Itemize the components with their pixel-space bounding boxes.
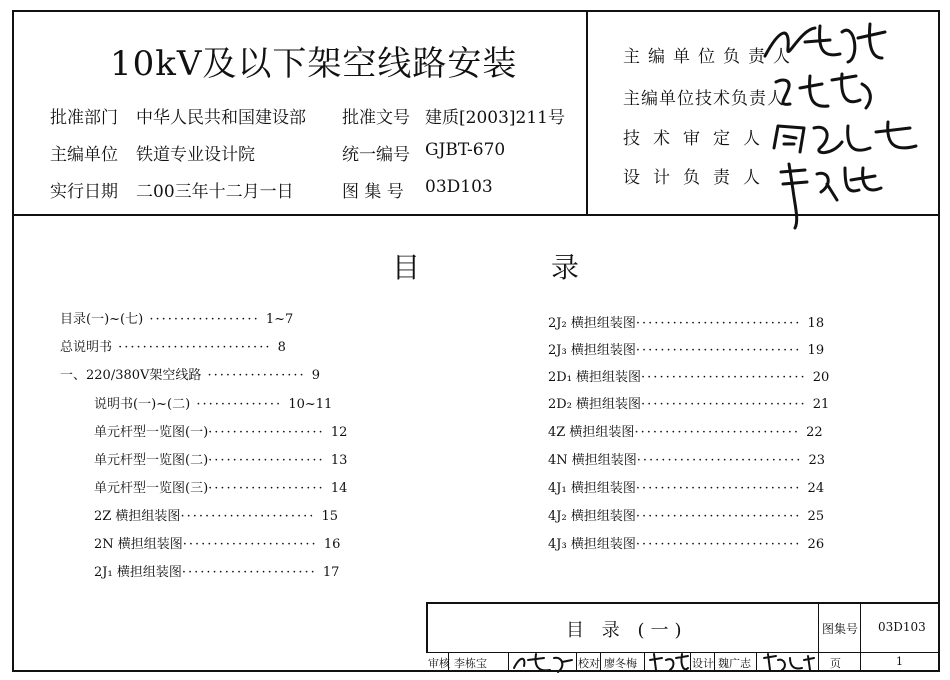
effective-date: 二00三年十二月一日 [136,182,294,202]
reviewer-signature [510,652,574,674]
toc-right-entry[interactable]: 2D₁ 横担组装图··························· 20 [548,370,830,385]
title-block [426,602,940,672]
sheet-title: 目 录 (一) [566,620,688,641]
title-block-vline [690,652,691,672]
checker-signature [646,652,690,674]
chief-unit: 铁道专业设计院 [136,145,255,165]
toc-left-entry[interactable]: 单元杆型一览图(一)··················· 12 [94,425,348,440]
design-label: 设计 [692,657,714,670]
checker-name: 廖冬梅 [604,657,637,670]
atlas-no: 03D103 [425,177,493,197]
title-block-vline [714,652,715,672]
toc-left-entry[interactable]: 目录(一)~(七) ·················· 1~7 [60,312,294,327]
reviewer-name: 李栋宝 [454,657,487,670]
toc-left-entry[interactable]: 单元杆型一览图(二)··················· 13 [94,453,348,468]
title-block-vline [644,652,645,672]
contents-heading-right: 录 [551,251,580,284]
toc-left-entry[interactable]: 一、220/380V架空线路 ················ 9 [60,368,321,383]
approval-dept: 中华人民共和国建设部 [136,108,306,128]
toc-right-entry[interactable]: 4J₁ 横担组装图··························· 24 [548,481,825,496]
title-block-vline [756,652,757,672]
title-block-vline [576,652,577,672]
role-chief-unit-tech-head: 主编单位技术负责人 [623,89,785,109]
toc-left-entry[interactable]: 2J₁ 横担组装图······················ 17 [94,565,340,580]
effective-date-label: 实行日期 [50,182,118,202]
toc-right-entry[interactable]: 2J₂ 横担组装图··························· 18 [548,316,825,331]
toc-right-entry[interactable]: 4Z 横担组装图··························· 22 [548,425,823,440]
toc-left-entry[interactable]: 2Z 横担组装图······················ 15 [94,509,339,524]
contents-heading-left: 目 [392,251,421,284]
unified-no: GJBT-670 [425,140,506,160]
role-design-head: 设计负责人 [623,168,773,188]
title-block-vline [508,652,509,672]
signature-technical-approver [770,118,920,162]
page-label: 页 [830,657,841,670]
toc-left-entry[interactable]: 单元杆型一览图(三)··················· 14 [94,481,348,496]
approval-dept-label: 批准部门 [50,108,118,128]
toc-right-entry[interactable]: 4N 横担组装图··························· 23 [548,453,826,468]
title-block-vline [600,652,601,672]
toc-right-entry[interactable]: 2J₃ 横担组装图··························· 19 [548,343,825,358]
review-label: 审核 [428,657,450,670]
toc-left-entry[interactable]: 说明书(一)~(二) ·············· 10~11 [94,397,333,412]
approval-doc: 建质[2003]211号 [425,108,565,128]
signature-design-head [775,160,890,230]
check-label: 校对 [578,657,600,670]
atlas-no-label: 图 集 号 [342,182,404,202]
toc-right-entry[interactable]: 2D₂ 横担组装图··························· 21 [548,397,830,412]
chief-unit-label: 主编单位 [50,145,118,165]
title-block-vline [818,602,819,672]
toc-right-entry[interactable]: 4J₃ 横担组装图··························· 26 [548,537,825,552]
title-block-vline [860,602,861,672]
toc-left-entry[interactable]: 2N 横担组装图······················ 16 [94,537,341,552]
signature-chief-unit-head [760,18,890,66]
toc-right-entry[interactable]: 4J₂ 横担组装图··························· 25 [548,509,825,524]
toc-left-entry[interactable]: 总说明书 ························· 8 [60,340,286,355]
role-chief-unit-head: 主编单位负责人 [623,47,798,67]
page-number: 1 [896,655,903,668]
atlas-title: 10kV及以下架空线路安装 [110,44,518,84]
signature-chief-unit-tech-head [770,70,880,114]
unified-no-label: 统一编号 [342,145,410,165]
atlas-no-value: 03D103 [878,620,926,634]
approval-doc-label: 批准文号 [342,108,410,128]
atlas-no-label: 图集号 [822,622,859,636]
designer-signature [760,652,816,674]
designer-name: 魏广志 [718,657,751,670]
role-technical-approver: 技术审定人 [623,129,773,149]
header-vertical-divider [586,10,588,214]
